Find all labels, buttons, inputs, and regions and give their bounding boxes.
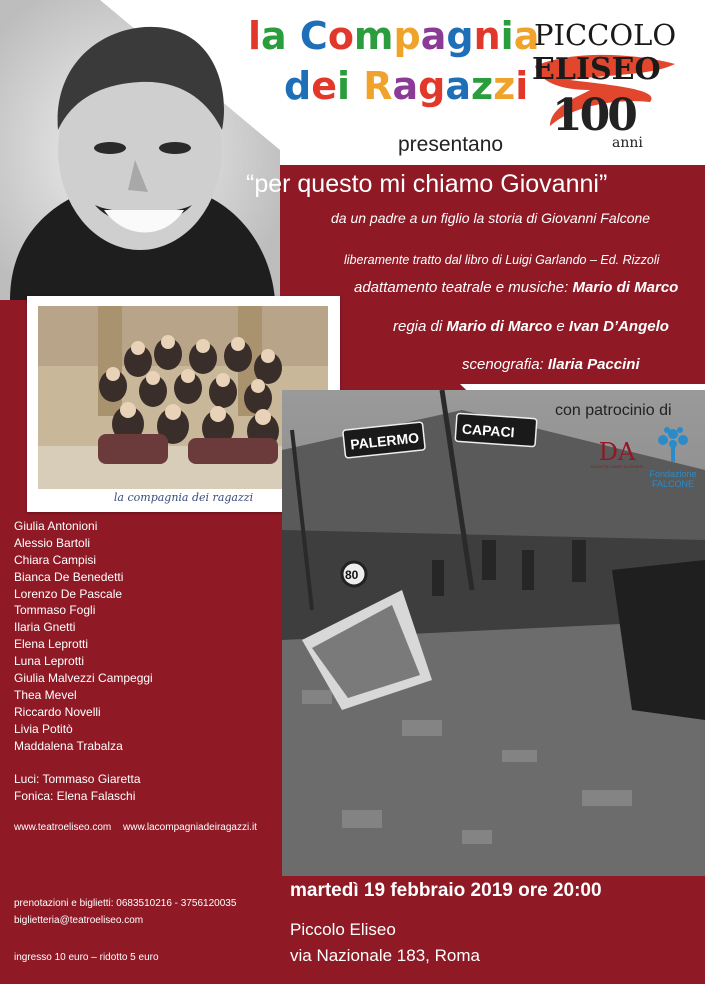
crew-luci: Luci: Tommaso Giaretta xyxy=(14,772,141,786)
regia-label: regia di xyxy=(393,318,447,335)
compagnia-logo-line1 xyxy=(248,14,539,58)
logo-line1-letter: o xyxy=(327,14,354,58)
falcone-caption xyxy=(646,469,700,489)
cast-member: Riccardo Novelli xyxy=(14,704,101,719)
logo-line2-letter: a xyxy=(445,64,472,108)
cast-member: Giulia Malvezzi Campeggi xyxy=(14,671,153,686)
venue-name: Piccolo Eliseo xyxy=(290,920,396,939)
compagnia-logo-line2 xyxy=(284,64,528,108)
logo-line1-letter: m xyxy=(353,14,394,58)
fondazione-falcone-logo xyxy=(646,424,700,496)
cast-member: Bianca De Benedetti xyxy=(14,569,124,584)
logo-line2-letter: R xyxy=(363,64,393,108)
group-photo-caption: la compagnia dei ragazzi xyxy=(113,491,254,504)
logo-line2-letter: g xyxy=(418,64,446,108)
eliseo-100-text: 100 xyxy=(552,90,635,141)
cast-member: Alessio Bartoli xyxy=(14,535,91,550)
adattamento-credit xyxy=(354,279,678,296)
scenografia-credit xyxy=(462,356,640,373)
tree-icon xyxy=(653,424,693,462)
regia-name-2: Ivan D’Angelo xyxy=(568,318,669,335)
eliseo-name-text: ELISEO xyxy=(532,52,661,87)
cast-member: Giulia Antonioni xyxy=(14,519,98,533)
regia-credit xyxy=(393,318,669,335)
event-date: martedì 19 febbraio 2019 ore 20:00 xyxy=(290,880,602,901)
cast-member: Thea Mevel xyxy=(14,687,77,702)
road-sign-palermo: PALERMO xyxy=(349,429,420,453)
source-credit: liberamente tratto dal libro di Luigi Garlando – Ed. Rizzoli xyxy=(344,253,660,267)
eliseo-anni-text: anni xyxy=(612,135,643,151)
logo-line1-letter: a xyxy=(420,14,447,58)
da-caption: SOCIETÀ DANTE ALIGHIERI xyxy=(590,464,644,469)
logo-line1-letter: n xyxy=(473,14,501,58)
regia-name-1: Mario di Marco xyxy=(446,318,553,335)
cast-member: Elena Leprotti xyxy=(14,637,89,652)
falcone-portrait-photo xyxy=(0,0,280,300)
cast-list xyxy=(14,518,153,754)
logo-line1-letter: C xyxy=(299,14,328,58)
website-compagnia[interactable]: www.lacompagniadeiragazzi.it xyxy=(123,822,257,833)
logo-line2-letter: d xyxy=(284,64,312,108)
patrocinio-label: con patrocinio di xyxy=(555,402,672,419)
cast-member: Tommaso Fogli xyxy=(14,603,96,618)
falcone-caption-line2: FALCONE xyxy=(651,479,694,489)
falcone-caption-line1: Fondazione xyxy=(649,469,697,479)
regia-and: e xyxy=(552,318,569,335)
piccolo-eliseo-logo xyxy=(530,18,680,158)
logo-line1-letter: a xyxy=(513,14,540,58)
logo-line2-letter: i xyxy=(336,64,351,108)
logo-line1-letter: a xyxy=(261,14,287,58)
logo-line1-letter: p xyxy=(393,14,421,58)
compagnia-logo xyxy=(248,14,540,114)
logo-line2-letter: a xyxy=(392,64,419,108)
ticket-price: ingresso 10 euro – ridotto 5 euro xyxy=(14,952,159,963)
booking-email[interactable]: biglietteria@teatroeliseo.com xyxy=(14,915,144,926)
logo-line2-letter xyxy=(350,64,363,108)
logo-line2-letter: i xyxy=(515,64,529,108)
eliseo-piccolo-text: PICCOLO xyxy=(534,18,677,52)
road-sign-speed: 80 xyxy=(345,568,359,582)
logo-line1-letter: l xyxy=(248,14,262,58)
crew-fonica: Fonica: Elena Falaschi xyxy=(14,789,136,803)
road-sign-capaci: CAPACI xyxy=(461,420,516,441)
cast-member: Chiara Campisi xyxy=(14,552,97,567)
logo-line2-letter: z xyxy=(493,64,516,108)
presentano-text: presentano xyxy=(398,133,504,156)
dante-alighieri-logo xyxy=(587,426,647,494)
logo-line1-letter: g xyxy=(446,14,474,58)
scenografia-name: Ilaria Paccini xyxy=(547,356,640,373)
cast-member: Luna Leprotti xyxy=(14,654,85,669)
cast-member: Ilaria Gnetti xyxy=(14,620,76,635)
booking-phones: prenotazioni e biglietti: 0683510216 - 3756120035 xyxy=(14,898,237,909)
logo-line2-letter: e xyxy=(311,64,337,108)
logo-line2-letter: z xyxy=(471,64,494,108)
cast-member: Lorenzo De Pascale xyxy=(14,586,123,601)
cast-member: Livia Potitò xyxy=(14,721,73,736)
adattamento-name: Mario di Marco xyxy=(572,279,679,296)
da-mark: DA xyxy=(598,438,636,466)
logo-line1-letter: i xyxy=(500,14,514,58)
logo-line1-letter xyxy=(287,14,300,58)
website-teatroeliseo[interactable]: www.teatroeliseo.com xyxy=(14,822,112,833)
adattamento-label: adattamento teatrale e musiche: xyxy=(354,279,573,296)
show-subtitle: da un padre a un figlio la storia di Giovanni Falcone xyxy=(331,210,651,226)
cast-member: Maddalena Trabalza xyxy=(14,738,123,753)
scenografia-label: scenografia: xyxy=(462,356,548,373)
show-title: “per questo mi chiamo Giovanni” xyxy=(246,170,608,198)
venue-address: via Nazionale 183, Roma xyxy=(290,946,480,965)
